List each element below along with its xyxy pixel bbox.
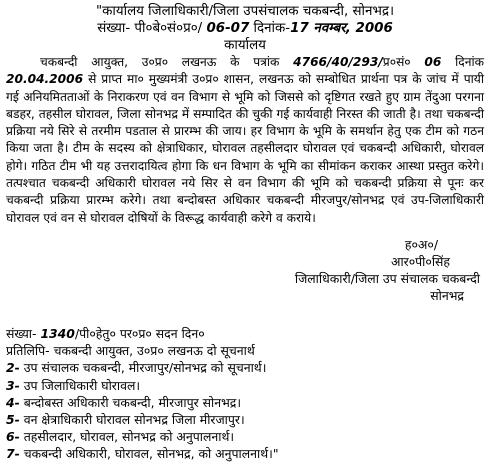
- office-title-text: कार्यालय: [224, 38, 266, 53]
- ref-mid: दिनांक-: [249, 21, 291, 36]
- list-item: [6, 445, 484, 462]
- office-title: [6, 37, 484, 54]
- list-item-text: उप संचालक चकबन्दी, मीरजापुर/सोनभद्र को सूचनार्थ।: [19, 360, 267, 376]
- list-item: [6, 377, 484, 394]
- dist-ref-suffix: /पी०हेतु० पर०प्र० सदन दिन०: [74, 326, 205, 341]
- sig-name: आर०पी०सिंह: [390, 254, 450, 269]
- list-item-text: उप जिलाधिकारी घोरावल।: [19, 377, 141, 393]
- p1-ref: 4766/40/293/: [293, 55, 383, 69]
- dist-ref-number: 1340: [40, 326, 75, 341]
- list-item: [6, 411, 484, 428]
- list-item-number: 3-: [6, 377, 20, 393]
- p1-a: चकबन्दी आयुक्त, उ०प्र० लखनऊ के पत्रांक: [40, 55, 294, 69]
- list-item-number: 6-: [6, 429, 20, 445]
- list-item-number: 7-: [6, 446, 20, 462]
- reference-line: [6, 20, 484, 37]
- distribution-list: [6, 325, 484, 463]
- p1-date: 20.04.2006: [6, 72, 84, 87]
- dist-ref-prefix: संख्या-: [6, 326, 41, 341]
- sig-initials: ह०अ०/: [404, 237, 438, 252]
- office-line: "कार्यालय जिलाधिकारी/जिला उपसंचालक चकबन्दी, सोनभद्र।: [95, 4, 395, 19]
- p1-ref2: 06: [424, 55, 442, 69]
- list-item-number: 2-: [6, 360, 20, 376]
- list-item: [6, 428, 484, 445]
- list-item-number: 5-: [6, 412, 20, 428]
- list-item-text: चकबन्दी अधिकारी, घोरावल, सोनभद्र, को अनुपालनार्थ।": [19, 446, 279, 462]
- copy-line-text: प्रतिलिपि- चकबन्दी आयुक्त, उ०प्र० लखनऊ दो सूचनार्थ: [6, 343, 255, 359]
- order-paragraph: [6, 54, 484, 227]
- distribution-ref: [6, 325, 484, 342]
- sig-designation: जिलाधिकारी/जिला उप संचालक चकबन्दी: [294, 271, 480, 286]
- list-item: [6, 394, 484, 411]
- p1-b: प्र०सं०: [382, 55, 425, 69]
- p1-d: से प्राप्त मा० मुख्यमंत्री उ०प्र० शासन, लखनऊ को सम्बोधित प्रार्थना पत्र के जांच में पायी गई अनियमितताओं के निराकरण एवं वन विभाग से भूमि को जिससे को दृष्टिगत रखते हुए ग्राम तेंदुआ परगना बडहर, तहसील घोरावल, जिला सोनभद्र में सम्पादित की चुकी गई कार्यवाही निरस्त की जाती है। तथा चकबन्दी प्रक्रिया नये सिरे से तरमीम पडताल से प्रारम्भ की जाय। हर विभाग के भूमि के समर्थान हेतु एक टीम को गठन किया जता है। टीम के सदस्य को क्षेत्राधिकार, घोरावल तहसीलदार घोरावल एवं चकबन्दी अधिकारी, घोरावल होगे। गठित टीम भी यह उत्तरादायित्व होगा कि धन विभाग के भूमि का सीमांकन कराकर आस्था प्रस्तुत करेगे। तत्पश्चात चकबन्दी अधिकारी घोरावल नये सिर से वन विभाग की भूमि को चकबन्दी प्रक्रिया से पूनः कर चकबन्दी प्रक्रिया प्रारम्भ करेगे। तथा बन्दोबस्त अधिकार चकबन्दी मीरजपुर/सोनभद्र एवं उप-जिलाधिकारी घोरावल एवं वन से घोरावल दोषियों के विरूद्ध कार्यवाही करेगे व कराये।: [6, 72, 484, 225]
- ref-prefix: संख्या- पी०बे०सं०प्र०/: [97, 21, 207, 36]
- list-item-number: 4-: [6, 394, 20, 410]
- copy-line: [6, 342, 484, 359]
- ref-date: 17 नवम्बर, 2006: [290, 21, 393, 36]
- signature-block: [295, 236, 480, 304]
- list-item-text: वन क्षेत्राधिकारी घोरावल सोनभद्र जिला मीरजापुर।: [19, 412, 245, 428]
- p1-c: दिनांक: [441, 55, 484, 69]
- list-item: [6, 359, 484, 376]
- list-item-text: तहसीलदार, घोरावल, सोनभद्र को अनुपालनार्थ।: [19, 429, 235, 445]
- list-item-text: बन्दोबस्त अधिकारी चकबन्दी, मीरजापुर सोनभद्र।: [19, 394, 242, 410]
- office-heading: [6, 3, 484, 20]
- sig-place: सोनभद्र: [430, 288, 464, 303]
- ref-number: 06-07: [206, 21, 250, 36]
